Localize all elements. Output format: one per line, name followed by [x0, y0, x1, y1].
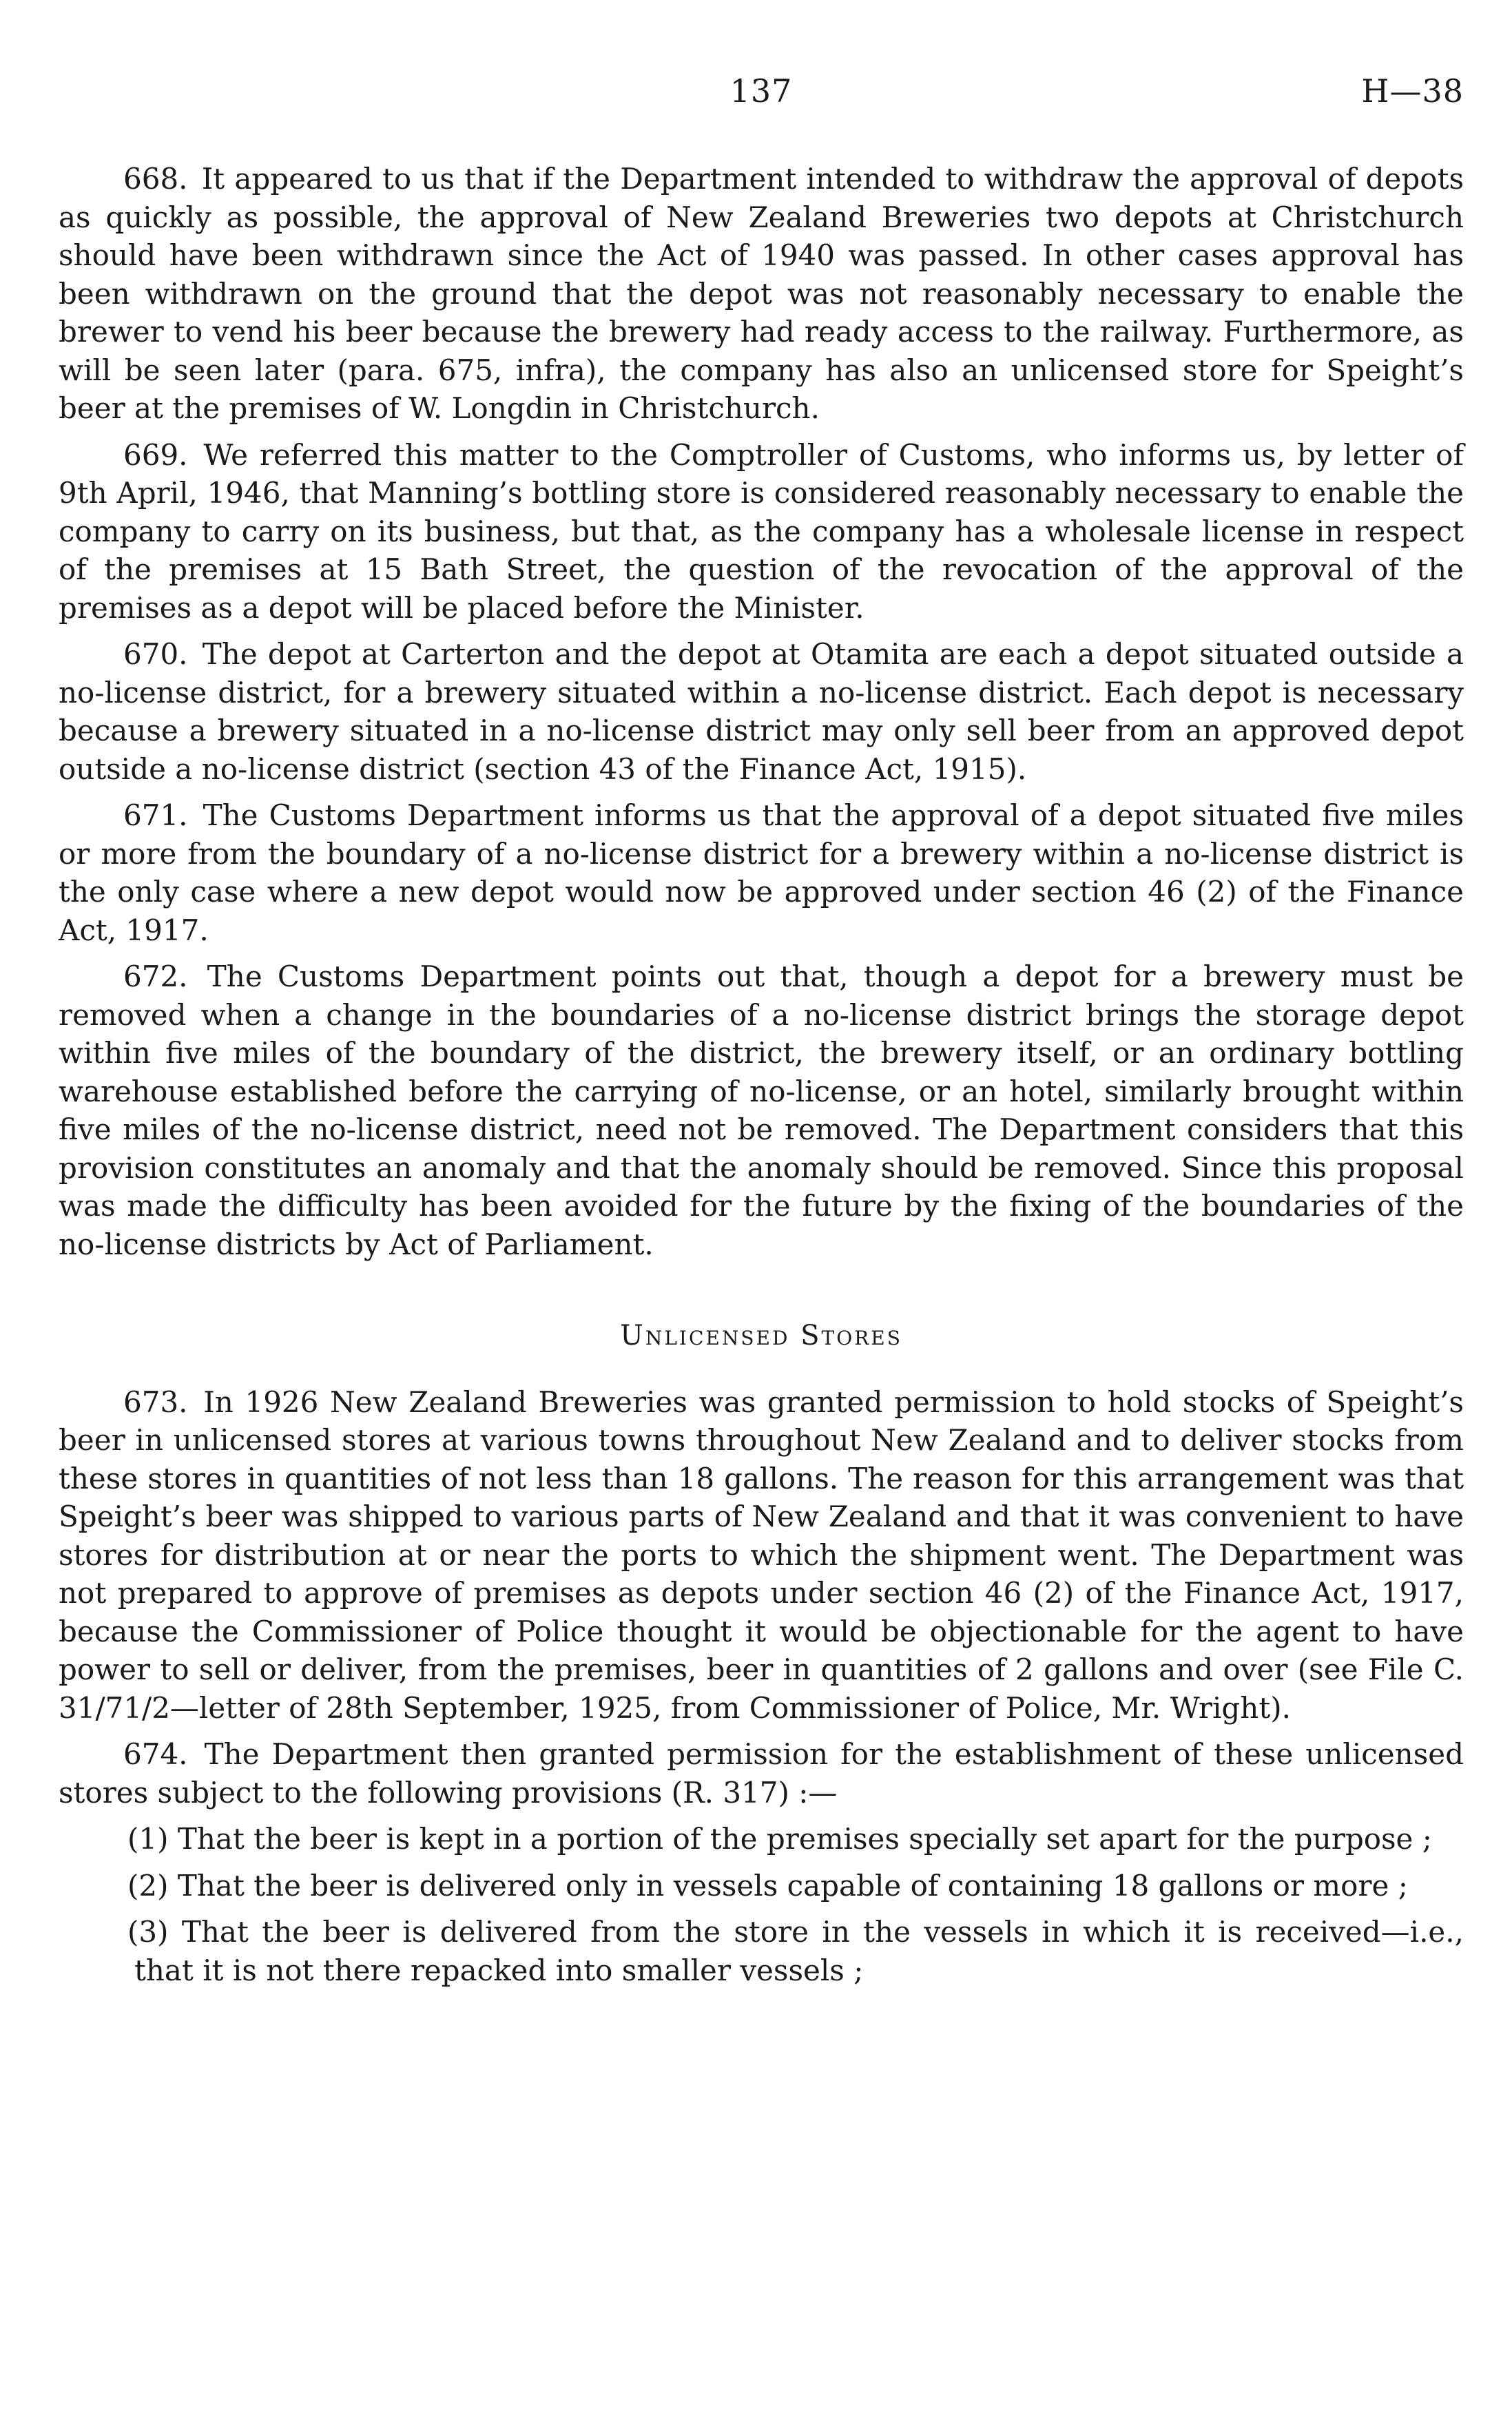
provision-text: (2) That the beer is delivered only in vessels capable of containing 18 gallons or more ;: [127, 1868, 1408, 1903]
paragraph-674: [59, 1735, 1464, 1812]
paragraph-text: The Customs Department points out that, though a depot for a brewery must be removed when a change in the boundaries of a no-license district brings the storage depot within five miles of the boundary of the district, the brewery itself, or an ordinary bottling warehouse established before the carrying of no-license, or an hotel, similarly brought within five miles of the no-license district, need not be removed. The Department considers that this provision constitutes an anomaly and that the anomaly should be removed. Since this proposal was made the difficulty has been avoided for the future by the fixing of the boundaries of the no-license districts by Act of Parliament.: [59, 960, 1464, 1261]
paragraph-671: [59, 796, 1464, 949]
paragraph-668: [59, 160, 1464, 428]
paragraph-669: [59, 436, 1464, 628]
provision-2: [59, 1867, 1464, 1905]
page-number: 137: [729, 72, 793, 110]
document-page: [59, 0, 1464, 2435]
paragraph-672: [59, 957, 1464, 1263]
paragraph-670: [59, 635, 1464, 788]
page-header: [59, 72, 1464, 121]
paragraph-text: The Customs Department informs us that the approval of a depot situated five miles or more from the boundary of a no-license district for a brewery within a no-license district is the only case where a new depot would now be approved under section 46 (2) of the Finance Act, 1917.: [59, 798, 1464, 947]
paragraph-text: It appeared to us that if the Department intended to withdraw the approval of depots as quickly as possible, the approval of New Zealand Breweries two depots at Christchurch should have been withdrawn since the Act of 1940 was passed. In other cases approval has been withdrawn on the ground that the depot was not reasonably necessary to enable the brewer to vend his beer because the brewery had ready access to the railway. Furthermore, as will be seen later (para. 675, infra), the company has also an unlicensed store for Speight’s beer at the premises of W. Longdin in Christchurch.: [59, 162, 1464, 425]
paragraph-text: The Department then granted permission for the establishment of these unlicensed stores subject to the following provisions (R. 317) :—: [59, 1737, 1464, 1810]
provision-text: (1) That the beer is kept in a portion of the premises specially set apart for the purpose ;: [127, 1822, 1432, 1856]
paragraph-number: 668.: [123, 162, 188, 196]
paragraph-text: In 1926 New Zealand Breweries was granted permission to hold stocks of Speight’s beer in unlicensed stores at various towns throughout New Zealand and to deliver stocks from these stores in quantities of not less than 18 gallons. The reason for this arrangement was that Speight’s beer was shipped to various parts of New Zealand and that it was convenient to have stores for distribution at or near the ports to which the shipment went. The Department was not prepared to approve of premises as depots under section 46 (2) of the Finance Act, 1917, because the Commissioner of Police thought it would be objectionable for the agent to have power to sell or deliver, from the premises, beer in quantities of 2 gallons and over (see File C. 31/71/2—letter of 28th September, 1925, from Commissioner of Police, Mr. Wright).: [59, 1385, 1464, 1725]
paragraph-number: 674.: [123, 1737, 188, 1771]
paragraph-number: 672.: [123, 960, 188, 993]
section-heading: Unlicensed Stores: [620, 1320, 902, 1351]
paragraph-number: 673.: [123, 1385, 188, 1419]
paragraph-text: We referred this matter to the Comptroller of Customs, who informs us, by letter of 9th April, 1946, that Manning’s bottling store is considered reasonably necessary to enable the company to carry on its business, but that, as the company has a wholesale license in respect of the premises at 15 Bath Street, the question of the revocation of the approval of the premises as a depot will be placed before the Minister.: [59, 437, 1464, 625]
paragraph-673: [59, 1383, 1464, 1728]
provision-1: [59, 1820, 1464, 1858]
document-reference: H—38: [1361, 72, 1464, 110]
paragraph-number: 669.: [123, 437, 188, 472]
paragraph-text: The depot at Carterton and the depot at Otamita are each a depot situated outside a no-license district, for a brewery situated within a no-license district. Each depot is necessary because a brewery situated in a no-license district may only sell beer from an approved depot outside a no-license district (section 43 of the Finance Act, 1915).: [59, 637, 1464, 786]
provision-text: (3) That the beer is delivered from the store in the vessels in which it is received—i.e., that it is not there repacked into smaller vessels ;: [127, 1915, 1464, 1987]
body-text: [59, 160, 1464, 1998]
paragraph-number: 671.: [123, 798, 188, 832]
provision-3: [59, 1913, 1464, 1989]
paragraph-number: 670.: [123, 637, 188, 671]
